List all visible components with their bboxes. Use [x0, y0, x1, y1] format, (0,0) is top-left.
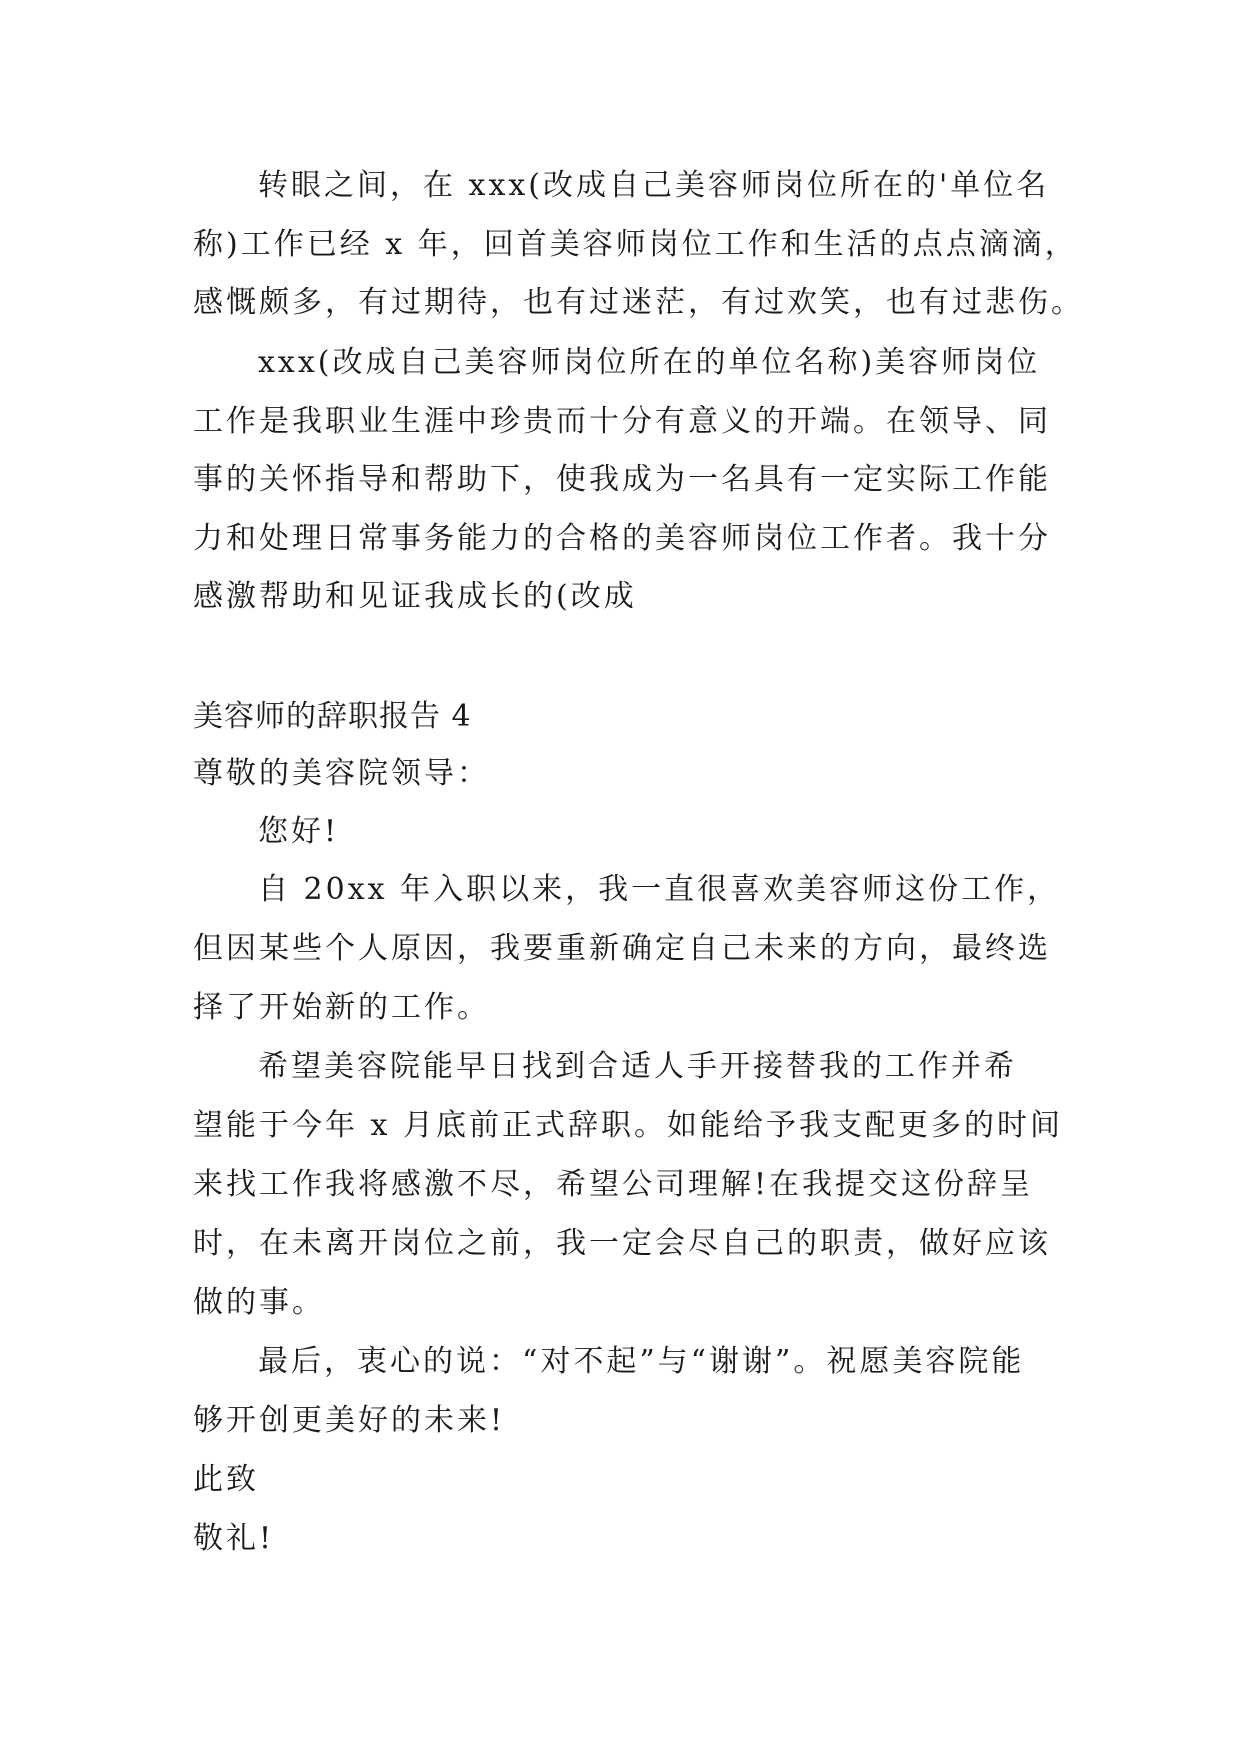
paragraph-line: 转眼之间，在 xxx(改成自己美容师岗位所在的'单位名 — [258, 168, 1050, 203]
paragraph-line: 时，在未离开岗位之前，我一定会尽自己的职责，做好应该 — [193, 1226, 1051, 1261]
closing-line: 此致 — [193, 1462, 259, 1497]
paragraph-line: 称)工作已经 x 年，回首美容师岗位工作和生活的点点滴滴， — [193, 227, 1078, 262]
paragraph-line: 来找工作我将感激不尽，希望公司理解!在我提交这份辞呈 — [193, 1167, 1034, 1202]
paragraph-line: 够开创更美好的未来! — [193, 1403, 506, 1438]
section-title: 美容师的辞职报告 4 — [193, 699, 472, 734]
paragraph-line: 择了开始新的工作。 — [193, 990, 490, 1025]
greeting: 您好! — [258, 814, 340, 849]
closing-line: 敬礼! — [193, 1521, 275, 1556]
paragraph-line: 希望美容院能早日找到合适人手开接替我的工作并希 — [258, 1049, 1017, 1084]
salutation: 尊敬的美容院领导： — [193, 756, 490, 791]
paragraph-line: 做的事。 — [193, 1285, 325, 1320]
paragraph-line: 感慨颇多，有过期待，也有过迷茫，有过欢笑，也有过悲伤。 — [193, 285, 1084, 320]
paragraph-line: 望能于今年 x 月底前正式辞职。如能给予我支配更多的时间 — [193, 1108, 1063, 1143]
paragraph-line: 工作是我职业生涯中珍贵而十分有意义的开端。在领导、同 — [193, 404, 1051, 439]
paragraph-line: 但因某些个人原因，我要重新确定自己未来的方向，最终选 — [193, 931, 1051, 966]
paragraph-line: 感激帮助和见证我成长的(改成 — [193, 579, 637, 614]
paragraph-line: 最后，衷心的说：“对不起”与“谢谢”。祝愿美容院能 — [258, 1344, 1025, 1379]
paragraph-line: 力和处理日常事务能力的合格的美容师岗位工作者。我十分 — [193, 521, 1051, 556]
paragraph-line: 自 20xx 年入职以来，我一直很喜欢美容师这份工作， — [258, 872, 1061, 907]
paragraph-line: 事的关怀指导和帮助下，使我成为一名具有一定实际工作能 — [193, 462, 1051, 497]
paragraph-line: xxx(改成自己美容师岗位所在的单位名称)美容师岗位 — [258, 345, 1041, 380]
